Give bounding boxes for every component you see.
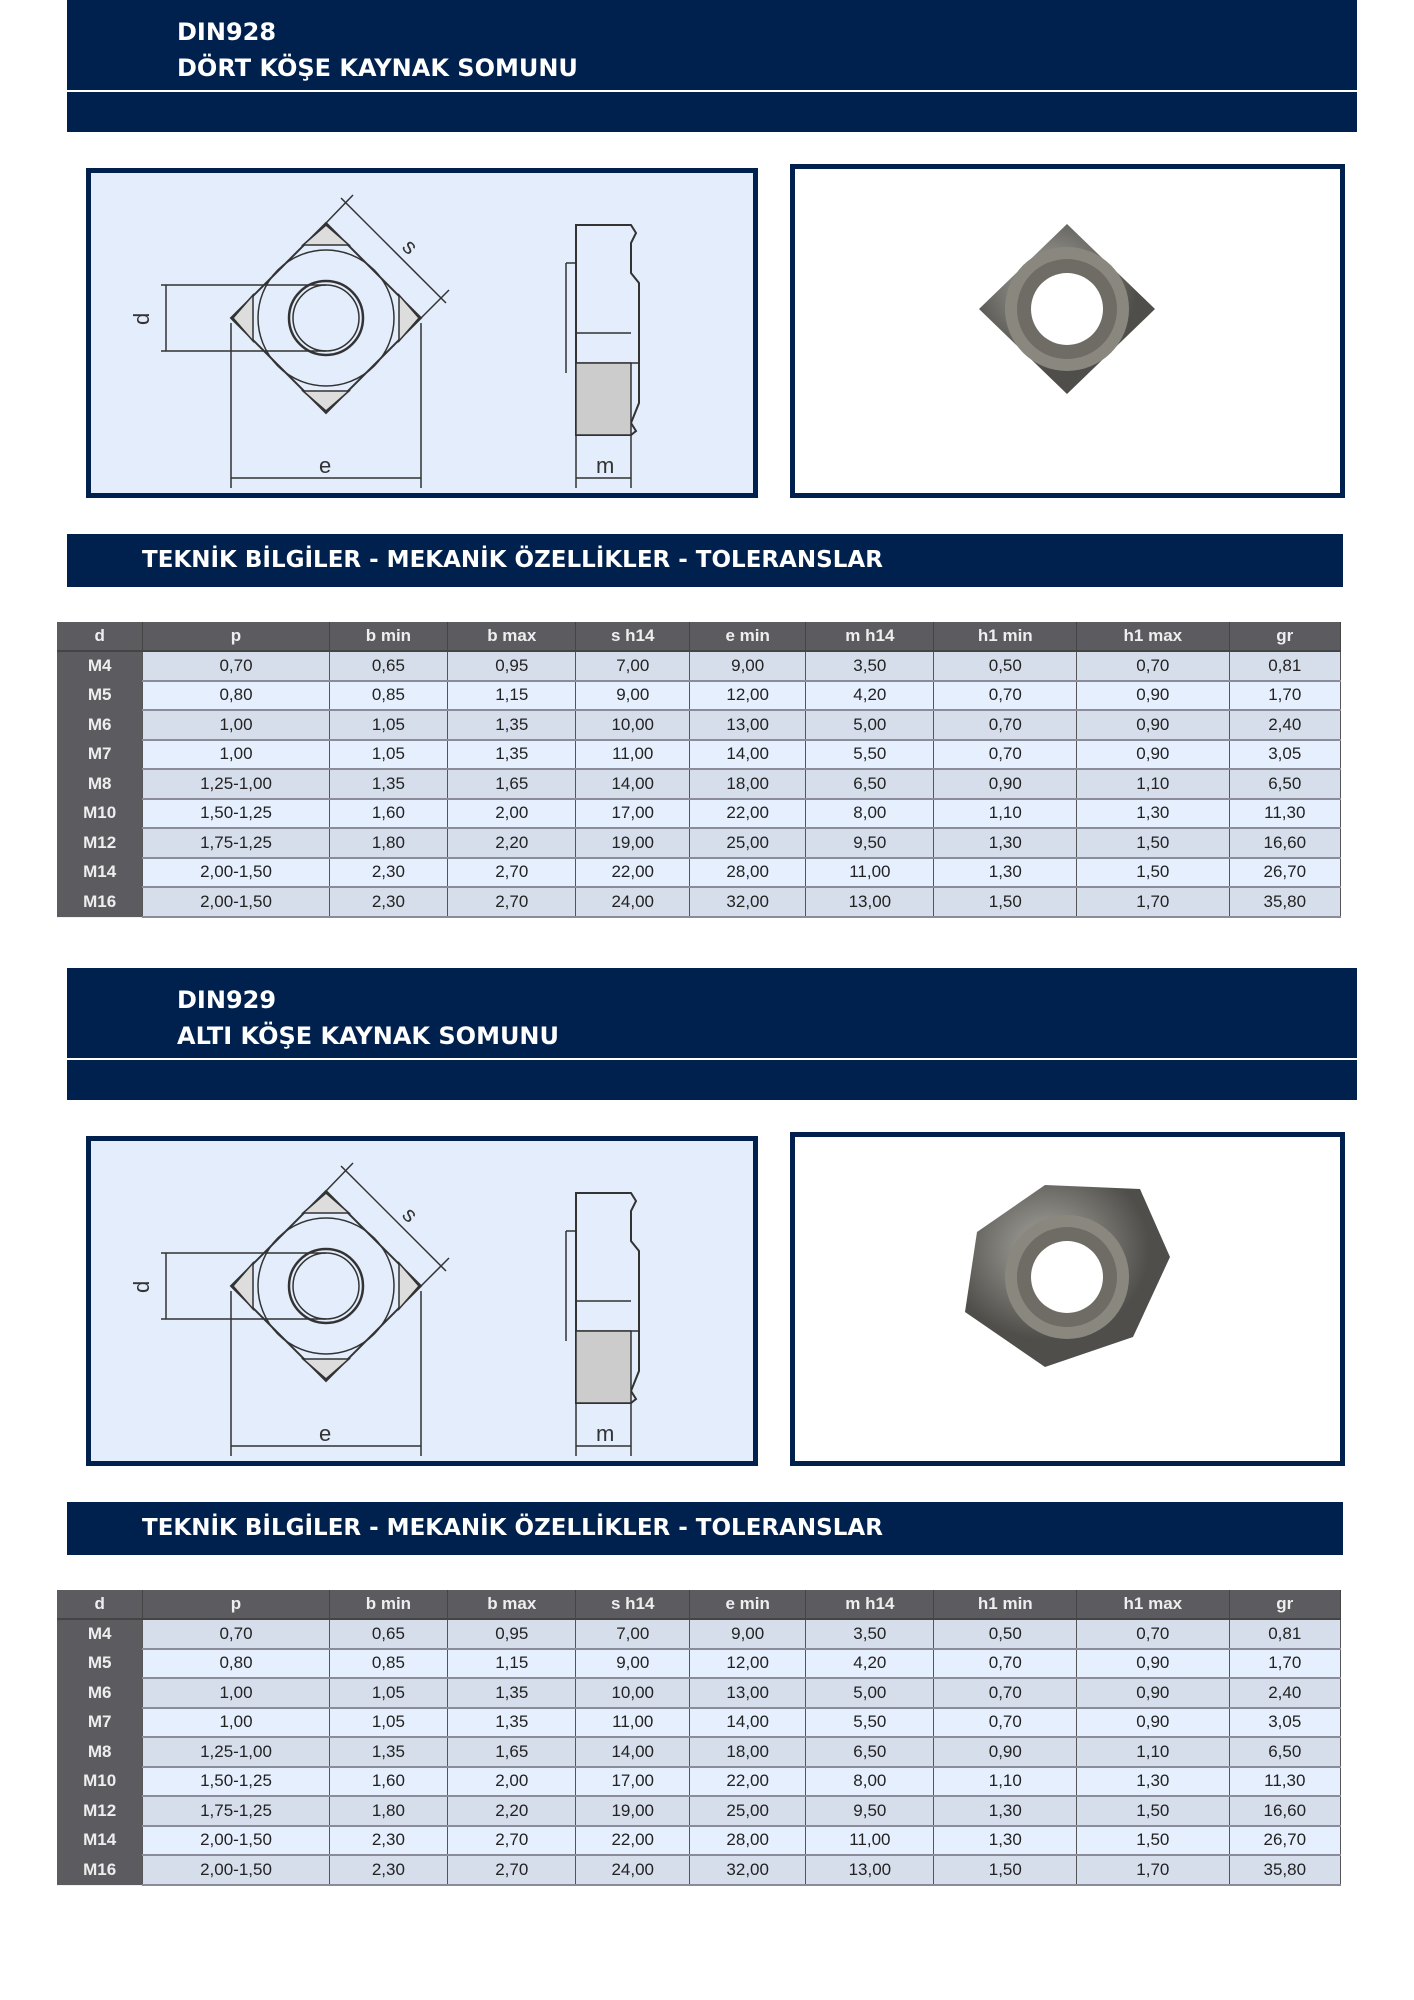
value-cell: 22,00: [576, 1826, 690, 1856]
value-cell: 0,90: [934, 769, 1077, 799]
value-cell: 18,00: [690, 1737, 806, 1767]
value-cell: 1,70: [1229, 1649, 1340, 1679]
value-cell: 1,50: [1077, 1826, 1229, 1856]
value-cell: 1,80: [329, 1796, 448, 1826]
value-cell: 5,50: [806, 740, 934, 770]
size-cell: M7: [57, 1708, 143, 1738]
value-cell: 1,75-1,25: [143, 828, 329, 858]
value-cell: 1,00: [143, 1678, 329, 1708]
value-cell: 1,70: [1229, 681, 1340, 711]
value-cell: 1,15: [448, 1649, 576, 1679]
value-cell: 6,50: [1229, 1737, 1340, 1767]
value-cell: 0,81: [1229, 651, 1340, 681]
value-cell: 0,90: [1077, 1708, 1229, 1738]
value-cell: 14,00: [690, 740, 806, 770]
value-cell: 1,50-1,25: [143, 1767, 329, 1797]
value-cell: 0,85: [329, 1649, 448, 1679]
column-header: b min: [329, 1590, 448, 1619]
value-cell: 9,00: [576, 681, 690, 711]
value-cell: 0,65: [329, 651, 448, 681]
value-cell: 1,00: [143, 740, 329, 770]
column-header: b max: [448, 1590, 576, 1619]
value-cell: 16,60: [1229, 1796, 1340, 1826]
value-cell: 0,70: [934, 740, 1077, 770]
value-cell: 2,30: [329, 1855, 448, 1885]
table-row: [57, 1826, 1341, 1856]
table-row: [57, 858, 1341, 888]
value-cell: 1,65: [448, 1737, 576, 1767]
value-cell: 2,30: [329, 858, 448, 888]
value-cell: 0,80: [143, 1649, 329, 1679]
column-header: p: [143, 1590, 329, 1619]
value-cell: 0,70: [143, 651, 329, 681]
dim-e: e: [319, 453, 332, 478]
value-cell: 6,50: [806, 769, 934, 799]
value-cell: 0,50: [934, 651, 1077, 681]
column-header: m h14: [806, 622, 934, 651]
size-cell: M10: [57, 799, 143, 829]
value-cell: 2,30: [329, 1826, 448, 1856]
spec-table: [57, 1590, 1341, 1886]
product-code: DIN928: [177, 18, 277, 46]
table-row: [57, 1649, 1341, 1679]
value-cell: 28,00: [690, 1826, 806, 1856]
value-cell: 14,00: [576, 1737, 690, 1767]
value-cell: 1,10: [1077, 769, 1229, 799]
spec-table: [57, 622, 1341, 918]
value-cell: 2,00-1,50: [143, 858, 329, 888]
value-cell: 32,00: [690, 1855, 806, 1885]
value-cell: 1,10: [934, 799, 1077, 829]
column-header: h1 min: [934, 1590, 1077, 1619]
size-cell: M16: [57, 887, 143, 917]
value-cell: 0,95: [448, 651, 576, 681]
table-row: [57, 740, 1341, 770]
value-cell: 9,50: [806, 828, 934, 858]
value-cell: 1,15: [448, 681, 576, 711]
value-cell: 11,00: [806, 1826, 934, 1856]
size-cell: M12: [57, 828, 143, 858]
technical-drawing: [86, 1136, 758, 1466]
value-cell: 11,00: [576, 740, 690, 770]
value-cell: 1,00: [143, 710, 329, 740]
value-cell: 0,85: [329, 681, 448, 711]
value-cell: 1,35: [329, 769, 448, 799]
size-cell: M4: [57, 1619, 143, 1649]
size-cell: M4: [57, 651, 143, 681]
value-cell: 1,65: [448, 769, 576, 799]
dim-m: m: [596, 1421, 615, 1446]
table-row: [57, 1619, 1341, 1649]
value-cell: 32,00: [690, 887, 806, 917]
value-cell: 0,90: [1077, 740, 1229, 770]
value-cell: 2,00-1,50: [143, 1855, 329, 1885]
column-header: h1 max: [1077, 622, 1229, 651]
value-cell: 2,00: [448, 1767, 576, 1797]
size-cell: M8: [57, 1737, 143, 1767]
size-cell: M7: [57, 740, 143, 770]
value-cell: 12,00: [690, 681, 806, 711]
value-cell: 1,35: [448, 710, 576, 740]
dim-s: s: [397, 233, 423, 260]
value-cell: 6,50: [1229, 769, 1340, 799]
value-cell: 0,70: [143, 1619, 329, 1649]
value-cell: 1,60: [329, 799, 448, 829]
value-cell: 14,00: [576, 769, 690, 799]
value-cell: 0,90: [1077, 1678, 1229, 1708]
value-cell: 1,10: [934, 1767, 1077, 1797]
value-cell: 7,00: [576, 1619, 690, 1649]
value-cell: 22,00: [690, 799, 806, 829]
section-header: [67, 0, 1357, 132]
value-cell: 11,00: [576, 1708, 690, 1738]
value-cell: 13,00: [806, 887, 934, 917]
value-cell: 0,95: [448, 1619, 576, 1649]
size-cell: M12: [57, 1796, 143, 1826]
value-cell: 1,30: [1077, 799, 1229, 829]
section-header: [67, 968, 1357, 1100]
value-cell: 2,30: [329, 887, 448, 917]
value-cell: 1,50: [1077, 828, 1229, 858]
value-cell: 11,00: [806, 858, 934, 888]
value-cell: 2,70: [448, 1826, 576, 1856]
value-cell: 3,50: [806, 1619, 934, 1649]
value-cell: 1,05: [329, 1678, 448, 1708]
value-cell: 9,50: [806, 1796, 934, 1826]
value-cell: 0,70: [1077, 1619, 1229, 1649]
value-cell: 1,35: [448, 1708, 576, 1738]
value-cell: 0,70: [934, 1678, 1077, 1708]
value-cell: 0,80: [143, 681, 329, 711]
value-cell: 2,70: [448, 858, 576, 888]
table-row: [57, 769, 1341, 799]
column-header: d: [57, 622, 143, 651]
column-header: m h14: [806, 1590, 934, 1619]
dim-e: e: [319, 1421, 332, 1446]
technical-drawing: [86, 168, 758, 498]
table-row: [57, 1855, 1341, 1885]
value-cell: 28,00: [690, 858, 806, 888]
value-cell: 25,00: [690, 828, 806, 858]
value-cell: 1,35: [448, 740, 576, 770]
product-photo: [790, 164, 1345, 498]
value-cell: 19,00: [576, 828, 690, 858]
value-cell: 5,00: [806, 710, 934, 740]
section-bar: TEKNİK BİLGİLER - MEKANİK ÖZELLİKLER - TOLERANSLAR: [67, 534, 1343, 587]
value-cell: 9,00: [690, 1619, 806, 1649]
value-cell: 13,00: [806, 1855, 934, 1885]
size-cell: M5: [57, 1649, 143, 1679]
column-header: d: [57, 1590, 143, 1619]
table-row: [57, 1708, 1341, 1738]
table-row: [57, 1737, 1341, 1767]
value-cell: 1,50: [934, 1855, 1077, 1885]
value-cell: 3,05: [1229, 1708, 1340, 1738]
column-header: s h14: [576, 622, 690, 651]
value-cell: 1,35: [329, 1737, 448, 1767]
value-cell: 2,20: [448, 828, 576, 858]
value-cell: 1,50-1,25: [143, 799, 329, 829]
value-cell: 1,00: [143, 1708, 329, 1738]
value-cell: 35,80: [1229, 887, 1340, 917]
value-cell: 1,70: [1077, 887, 1229, 917]
table-row: [57, 651, 1341, 681]
value-cell: 1,50: [934, 887, 1077, 917]
value-cell: 1,50: [1077, 1796, 1229, 1826]
value-cell: 0,90: [1077, 681, 1229, 711]
table-row: [57, 1767, 1341, 1797]
value-cell: 11,30: [1229, 799, 1340, 829]
column-header: gr: [1229, 1590, 1340, 1619]
size-cell: M6: [57, 1678, 143, 1708]
size-cell: M8: [57, 769, 143, 799]
value-cell: 8,00: [806, 1767, 934, 1797]
section-bar: TEKNİK BİLGİLER - MEKANİK ÖZELLİKLER - TOLERANSLAR: [67, 1502, 1343, 1555]
value-cell: 22,00: [690, 1767, 806, 1797]
value-cell: 1,30: [934, 828, 1077, 858]
product-title: DÖRT KÖŞE KAYNAK SOMUNU: [177, 54, 578, 82]
value-cell: 8,00: [806, 799, 934, 829]
value-cell: 2,40: [1229, 710, 1340, 740]
value-cell: 5,00: [806, 1678, 934, 1708]
value-cell: 2,40: [1229, 1678, 1340, 1708]
size-cell: M14: [57, 1826, 143, 1856]
column-header: b max: [448, 622, 576, 651]
value-cell: 19,00: [576, 1796, 690, 1826]
value-cell: 1,05: [329, 710, 448, 740]
value-cell: 0,90: [1077, 710, 1229, 740]
value-cell: 1,60: [329, 1767, 448, 1797]
value-cell: 9,00: [576, 1649, 690, 1679]
value-cell: 0,90: [1077, 1649, 1229, 1679]
value-cell: 0,50: [934, 1619, 1077, 1649]
value-cell: 0,70: [934, 1708, 1077, 1738]
value-cell: 17,00: [576, 799, 690, 829]
value-cell: 1,30: [934, 858, 1077, 888]
value-cell: 1,35: [448, 1678, 576, 1708]
dim-d: d: [129, 1280, 154, 1293]
value-cell: 9,00: [690, 651, 806, 681]
table-row: [57, 1796, 1341, 1826]
value-cell: 1,05: [329, 740, 448, 770]
value-cell: 2,00: [448, 799, 576, 829]
size-cell: M10: [57, 1767, 143, 1797]
value-cell: 24,00: [576, 1855, 690, 1885]
size-cell: M5: [57, 681, 143, 711]
value-cell: 1,25-1,00: [143, 1737, 329, 1767]
value-cell: 1,30: [934, 1826, 1077, 1856]
value-cell: 0,70: [934, 1649, 1077, 1679]
value-cell: 1,80: [329, 828, 448, 858]
dim-d: d: [129, 312, 154, 325]
value-cell: 26,70: [1229, 1826, 1340, 1856]
column-header: p: [143, 622, 329, 651]
value-cell: 0,70: [1077, 651, 1229, 681]
column-header: gr: [1229, 622, 1340, 651]
column-header: b min: [329, 622, 448, 651]
product-code: DIN929: [177, 986, 277, 1014]
value-cell: 0,70: [934, 681, 1077, 711]
value-cell: 1,70: [1077, 1855, 1229, 1885]
value-cell: 2,20: [448, 1796, 576, 1826]
table-row: [57, 887, 1341, 917]
value-cell: 5,50: [806, 1708, 934, 1738]
product-title: ALTI KÖŞE KAYNAK SOMUNU: [177, 1022, 560, 1050]
size-cell: M14: [57, 858, 143, 888]
value-cell: 6,50: [806, 1737, 934, 1767]
value-cell: 25,00: [690, 1796, 806, 1826]
table-row: [57, 799, 1341, 829]
value-cell: 11,30: [1229, 1767, 1340, 1797]
table-row: [57, 681, 1341, 711]
value-cell: 1,30: [934, 1796, 1077, 1826]
table-row: [57, 828, 1341, 858]
size-cell: M6: [57, 710, 143, 740]
table-row: [57, 1678, 1341, 1708]
value-cell: 26,70: [1229, 858, 1340, 888]
value-cell: 13,00: [690, 1678, 806, 1708]
value-cell: 0,70: [934, 710, 1077, 740]
size-cell: M16: [57, 1855, 143, 1885]
value-cell: 1,30: [1077, 1767, 1229, 1797]
value-cell: 35,80: [1229, 1855, 1340, 1885]
product-photo: [790, 1132, 1345, 1466]
value-cell: 16,60: [1229, 828, 1340, 858]
value-cell: 4,20: [806, 681, 934, 711]
value-cell: 1,25-1,00: [143, 769, 329, 799]
value-cell: 2,70: [448, 887, 576, 917]
value-cell: 12,00: [690, 1649, 806, 1679]
value-cell: 1,50: [1077, 858, 1229, 888]
value-cell: 1,10: [1077, 1737, 1229, 1767]
table-row: [57, 710, 1341, 740]
value-cell: 3,05: [1229, 740, 1340, 770]
value-cell: 13,00: [690, 710, 806, 740]
value-cell: 14,00: [690, 1708, 806, 1738]
column-header: e min: [690, 1590, 806, 1619]
column-header: h1 min: [934, 622, 1077, 651]
dim-m: m: [596, 453, 615, 478]
value-cell: 10,00: [576, 710, 690, 740]
value-cell: 17,00: [576, 1767, 690, 1797]
value-cell: 7,00: [576, 651, 690, 681]
column-header: e min: [690, 622, 806, 651]
value-cell: 0,65: [329, 1619, 448, 1649]
value-cell: 0,81: [1229, 1619, 1340, 1649]
value-cell: 3,50: [806, 651, 934, 681]
value-cell: 18,00: [690, 769, 806, 799]
value-cell: 1,05: [329, 1708, 448, 1738]
dim-s: s: [397, 1201, 423, 1228]
value-cell: 2,70: [448, 1855, 576, 1885]
column-header: s h14: [576, 1590, 690, 1619]
value-cell: 4,20: [806, 1649, 934, 1679]
value-cell: 10,00: [576, 1678, 690, 1708]
value-cell: 2,00-1,50: [143, 887, 329, 917]
value-cell: 1,75-1,25: [143, 1796, 329, 1826]
value-cell: 0,90: [934, 1737, 1077, 1767]
column-header: h1 max: [1077, 1590, 1229, 1619]
value-cell: 22,00: [576, 858, 690, 888]
value-cell: 24,00: [576, 887, 690, 917]
value-cell: 2,00-1,50: [143, 1826, 329, 1856]
